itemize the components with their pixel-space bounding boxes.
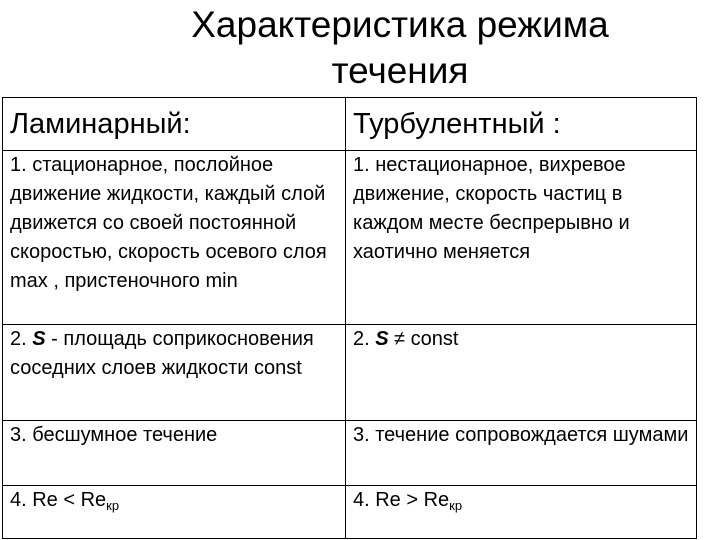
header-turbulent: Турбулентный :: [346, 98, 697, 151]
turbulent-2-suffix: ≠ const: [388, 328, 459, 350]
table-row: [3, 151, 697, 325]
comparison-table: [2, 97, 697, 539]
turbulent-cell-3: 3. течение сопровождается шумами: [346, 421, 697, 486]
laminar-2-symbol: S: [32, 328, 46, 350]
turbulent-4-main: 4. Re > Re: [353, 489, 450, 511]
laminar-2-prefix: 2.: [10, 328, 33, 350]
laminar-2-suffix: - площадь соприкосновения соседних слоев жидкости const: [10, 328, 314, 379]
laminar-cell-4: [3, 486, 346, 539]
title-line-2: течения: [331, 50, 469, 91]
turbulent-cell-4: [346, 486, 697, 539]
title-line-1: Характеристика режима: [191, 4, 609, 45]
header-laminar: Ламинарный:: [3, 98, 346, 151]
turbulent-4-sub: кр: [449, 498, 463, 513]
laminar-cell-3: 3. бесшумное течение: [3, 421, 346, 486]
turbulent-2-symbol: S: [375, 328, 389, 350]
laminar-4-sub: кр: [106, 498, 120, 513]
page-title: [140, 2, 660, 94]
turbulent-cell-1: 1. нестационарное, вихревое движение, скорость частиц в каждом месте беспрерывно и хаотично меняется: [346, 151, 697, 325]
table-header-row: [3, 98, 697, 151]
laminar-cell-2: [3, 325, 346, 421]
turbulent-2-prefix: 2.: [353, 328, 376, 350]
turbulent-cell-2: [346, 325, 697, 421]
laminar-cell-1: 1. стационарное, послойное движение жидкости, каждый слой движется со своей постоянной скоростью, скорость осевого слоя max , пристеночного min: [3, 151, 346, 325]
table-row: [3, 421, 697, 486]
table-row: [3, 486, 697, 539]
laminar-4-main: 4. Re < Re: [10, 489, 107, 511]
table-row: [3, 325, 697, 421]
